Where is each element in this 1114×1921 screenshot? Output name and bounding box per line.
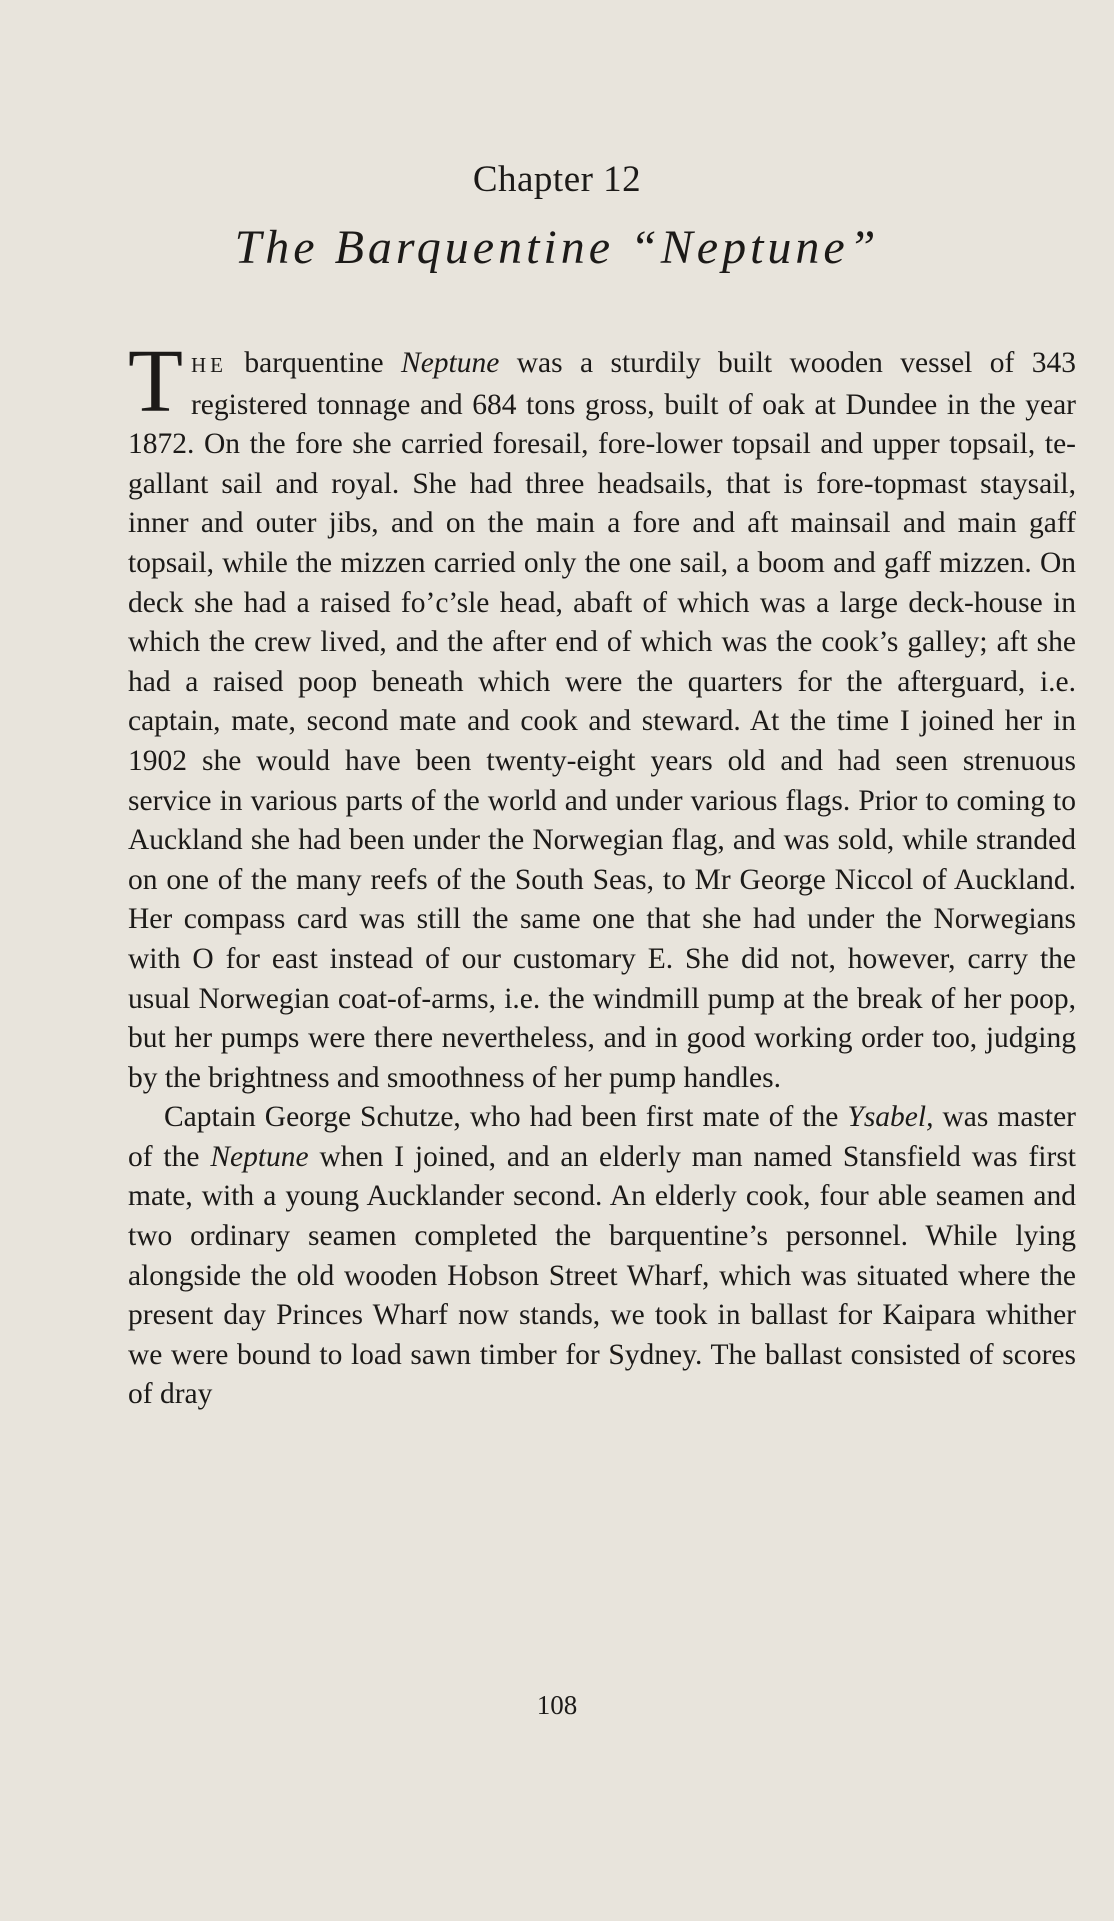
chapter-number: Chapter 12 bbox=[472, 159, 642, 200]
paragraph-2-text: when I joined, and an elderly man named Stansfield was first mate, with a young Aucklander second. An elderly cook, four able seamen and two ordinary seamen completed the barquentine’s personnel. While lying alongside the old wooden Hobson Street Wharf, which was situated where the present day Princes Wharf now stands, we took in ballast for Kaipara whither we were bound to load sawn timber for Sydney. The ballast consisted of scores of dray bbox=[128, 1140, 1076, 1411]
page-number: 108 bbox=[536, 1690, 578, 1720]
paragraph-1-text: barquentine bbox=[226, 347, 402, 379]
drop-cap: T bbox=[128, 332, 183, 431]
paragraph-2 bbox=[128, 1098, 1076, 1415]
ship-name: Ysabel, bbox=[847, 1101, 934, 1134]
paragraph-1 bbox=[128, 332, 1076, 1098]
body-text bbox=[128, 332, 1077, 1415]
chapter-title: The Barquentine “Neptune” bbox=[234, 221, 880, 274]
small-caps-opening: HE bbox=[190, 353, 227, 377]
ship-name: Neptune bbox=[210, 1140, 309, 1173]
paragraph-2-text: was master of the bbox=[128, 1101, 1077, 1173]
paragraph-1-text: was a sturdily built wooden vessel of 343 registered tonnage and 684 tons gross, built of oak at Dundee in the year 1872. On the fore she carried foresail, fore-lower topsail and upper topsail, te-gallant sail and royal. She had three headsails, that is fore-topmast staysail, inner and outer jibs, and on the main a fore and aft mainsail and main gaff topsail, while the mizzen carried only the one sail, a boom and gaff mizzen. On deck she had a raised fo’c’sle head, abaft of which was a large deck-house in which the crew lived, and the after end of which was the cook’s galley; aft she had a raised poop beneath which were the quarters for the afterguard, i.e. captain, mate, second mate and cook and steward. At the time I joined her in 1902 she would have been twenty-eight years old and had seen strenuous service in various parts of the world and under various flags. Prior to coming to Auckland she had been under the Norwegian flag, and was sold, while stranded on one of the many reefs of the South Seas, to Mr George Niccol of Auckland. Her compass card was still the same one that she had under the Norwegians with O for east instead of our customary E. She did not, however, carry the usual Norwegian coat-of-arms, i.e. the windmill pump at the break of her poop, but her pumps were there nevertheless, and in good working order too, judging by the brightness and smoothness of her pump handles. bbox=[128, 347, 1076, 1094]
paragraph-2-text: Captain George Schutze, who had been first mate of the bbox=[164, 1101, 848, 1134]
ship-name: Neptune bbox=[401, 347, 500, 379]
